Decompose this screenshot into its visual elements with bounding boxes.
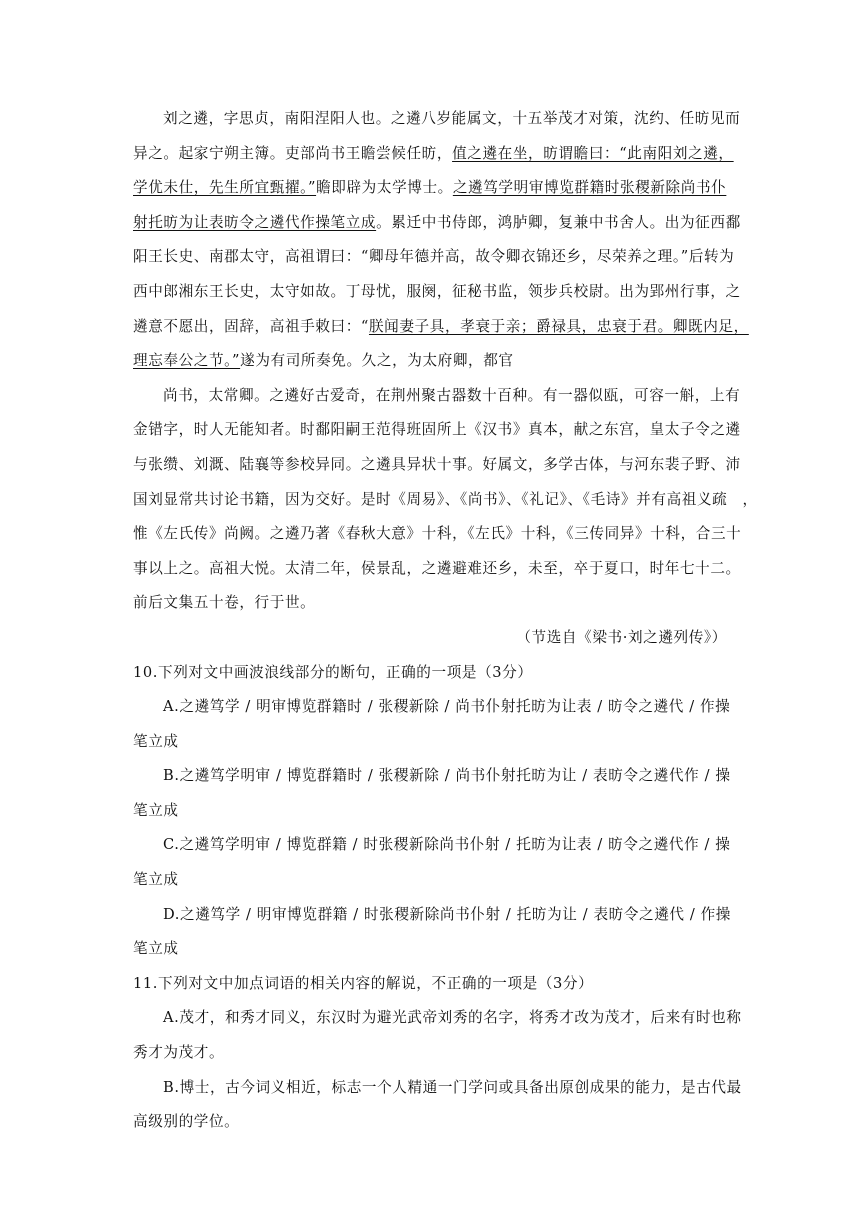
- underlined-text: 值之遴在坐，昉谓瞻曰：“此南阳刘之遴，: [452, 144, 734, 162]
- question-stem: 11.下列对文中加点词语的相关内容的解说，不正确的一项是（3分）: [133, 974, 594, 992]
- option-a: [133, 690, 731, 759]
- passage-line: [133, 102, 741, 137]
- passage-line: [133, 586, 731, 621]
- passage-text: 事以上之。高祖大悦。太清二年，侯景乱，之遴避难还乡，未至，卒于夏口，时年七十二。: [133, 559, 741, 577]
- passage-text: 金错字，时人无能知者。时鄱阳嗣王范得班固所上《汉书》真本，献之东宫，皇太子令之遴: [133, 421, 741, 439]
- option-b: [133, 1071, 742, 1140]
- question-11: [133, 967, 742, 1140]
- option-b: [133, 759, 731, 828]
- option-text-continued: 秀才为茂才。: [133, 1044, 225, 1062]
- passage-line: [133, 171, 731, 206]
- passage-text: 尚书，太常卿。之遴好古爱奇，在荆州聚古器数十百种。有一器似瓯，可容一斛，上有: [163, 386, 741, 404]
- passage-text: 遴意不愿出，固辞，高祖手敕曰：“: [133, 317, 369, 335]
- passage-line: [133, 344, 731, 379]
- passage-text: 前后文集五十卷，行于世。: [133, 594, 316, 612]
- option-text-continued: 笔立成: [133, 940, 179, 958]
- passage-line: [133, 517, 742, 552]
- passage-text: 。累迁中书侍郎，鸿胪卿，复兼中书舍人。出为征西鄱: [376, 213, 741, 231]
- question-stem: 10.下列对文中画波浪线部分的断句，正确的一项是（3分）: [133, 663, 533, 681]
- option-text-continued: 笔立成: [133, 871, 179, 889]
- option-text: C.之遴笃学明审 / 博览群籍 / 时张稷新除尚书仆射 / 托昉为让表 / 昉令之遴代作 / 操: [163, 836, 731, 854]
- underlined-text: 理忘奉公之节。”: [133, 352, 241, 370]
- source-citation: （节选自《梁书·刘之遴列传》）: [516, 628, 727, 646]
- passage-line: [133, 483, 758, 518]
- passage-line: [133, 206, 741, 241]
- passage-text: 异之。起家宁朔主簿。吏部尚书王瞻尝候任昉，: [133, 144, 453, 162]
- passage-text: 惟《左氏传》尚阙。之遴乃著《春秋大意》十科，《左氏》十科，《三传同异》十科，合三十: [133, 525, 742, 543]
- passage: [133, 102, 758, 656]
- passage-text: 阳王长史、南郡太守，高祖谓曰：“卿母年德并高，故令卿衣锦还乡，尽荣养之理。”后转为: [133, 248, 735, 266]
- passage-line: [133, 240, 735, 275]
- passage-text: 遂为有司所奏免。久之，为太府卿，都官: [240, 352, 514, 370]
- passage-text: 刘之遴，字思贞，南阳涅阳人也。之遴八岁能属文，十五举茂才对策，沈约、任昉见而: [163, 110, 741, 127]
- underlined-text: 学优未仕，先生所宜甄擢。”: [133, 179, 317, 197]
- passage-line: [133, 413, 741, 448]
- option-text: D.之遴笃学 / 明审博览群籍 / 时张稷新除尚书仆射 / 托昉为让 / 表昉令之遴代 / 作操: [163, 905, 732, 923]
- option-d: [133, 898, 731, 967]
- option-text-continued: 笔立成: [133, 732, 179, 750]
- passage-text: 与张缵、刘溉、陆襄等参校异同。之遴具异状十事。好属文，多学古体，与河东裴子野、沛: [133, 455, 741, 473]
- option-text-continued: 笔立成: [133, 801, 179, 819]
- passage-text: 国刘显常共讨论书籍，因为交好。是时《周易》、《尚书》、《礼记》、《毛诗》并有高祖义疏 ，: [133, 490, 758, 508]
- option-text: A.之遴笃学 / 明审博览群籍时 / 张稷新除 / 尚书仆射托昉为让表 / 昉令之遴代 / 作操: [163, 698, 731, 716]
- underlined-text: 朕闻妻子具，孝衰于亲；爵禄具，忠衰于君。卿既内足，: [368, 317, 749, 335]
- document-content: [133, 102, 758, 1140]
- passage-line: [133, 552, 741, 587]
- passage-line: [133, 379, 741, 414]
- passage-line: [133, 137, 734, 172]
- wavy-underlined-text: 之遴笃学明审博览群籍时张稷新除尚书仆: [452, 179, 727, 197]
- question-10: [133, 656, 731, 967]
- option-c: [133, 828, 731, 897]
- option-text-continued: 高级别的学位。: [133, 1113, 240, 1131]
- passage-line: [133, 275, 741, 310]
- option-text: B.之遴笃学明审 / 博览群籍时 / 张稷新除 / 尚书仆射托昉为让 / 表昉令之遴代作 / 操: [163, 767, 731, 785]
- wavy-underlined-text: 射托昉为让表昉令之遴代作操笔立成: [133, 213, 377, 231]
- passage-line: [133, 310, 749, 345]
- passage-text: 西中郎湘东王长史，太守如故。丁母忧，服阕，征秘书监，领步兵校尉。出为郢州行事，之: [133, 282, 741, 300]
- option-text: A.茂才，和秀才同义，东汉时为避光武帝刘秀的名字，将秀才改为茂才，后来有时也称: [163, 1009, 742, 1027]
- passage-line: [133, 448, 741, 483]
- option-a: [133, 1001, 742, 1070]
- option-text: B.博士，古今词义相近，标志一个人精通一门学问或具备出原创成果的能力，是古代最: [163, 1078, 742, 1096]
- passage-text: 瞻即辟为太学博士。: [316, 179, 453, 197]
